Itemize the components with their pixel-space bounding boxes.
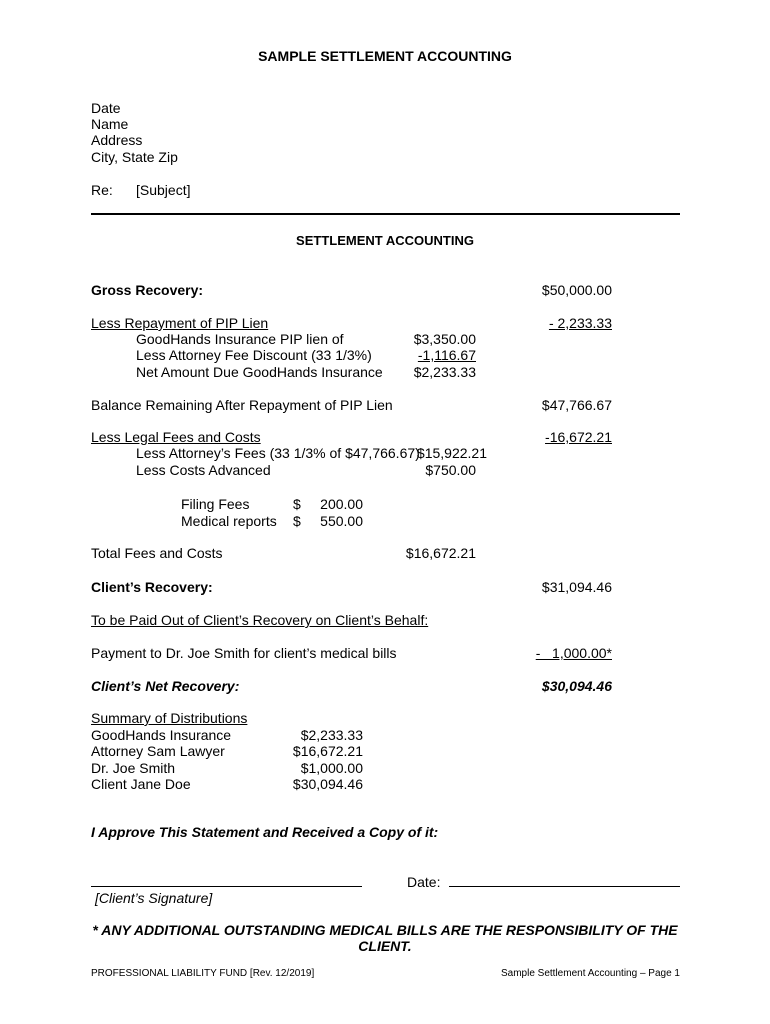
outstanding-bills-notice: * ANY ADDITIONAL OUTSTANDING MEDICAL BILLS ARE THE RESPONSIBILITY OF THE CLIENT. <box>92 922 678 954</box>
client-recovery-label: Client’s Recovery: <box>91 579 213 595</box>
pip-row-amount: $3,350.00 <box>413 331 476 347</box>
cost-item-amount: 550.00 <box>320 513 363 529</box>
payment-amount: - 1,000.00* <box>535 645 612 661</box>
net-recovery-amount: $30,094.46 <box>541 678 612 694</box>
attorney-fees-amount: $15,922.21 <box>416 445 487 461</box>
summary-row-amount: $2,233.33 <box>300 727 363 743</box>
client-recovery-amount: $31,094.46 <box>541 579 612 595</box>
attorney-fees-label: Less Attorney’s Fees (33 1/3% of $47,766.67) <box>136 445 420 461</box>
total-fees-amount: $16,672.21 <box>405 545 476 561</box>
summary-row-amount: $30,094.46 <box>292 776 363 792</box>
summary-row-label: Attorney Sam Lawyer <box>91 743 225 759</box>
fees-total: -16,672.21 <box>545 429 612 445</box>
re-subject: [Subject] <box>136 182 191 198</box>
cost-item-currency: $ <box>293 513 301 529</box>
summary-row-amount: $1,000.00 <box>300 760 363 776</box>
date-line <box>449 886 680 887</box>
balance-amount: $47,766.67 <box>541 397 612 413</box>
balance-label: Balance Remaining After Repayment of PIP Lien <box>91 397 393 413</box>
summary-row-label: Dr. Joe Smith <box>91 760 176 776</box>
footer-left: PROFESSIONAL LIABILITY FUND [Rev. 12/2019] <box>91 968 315 979</box>
header-divider <box>91 213 680 215</box>
summary-heading: Summary of Distributions <box>91 710 248 726</box>
signature-line <box>91 886 362 887</box>
payment-label: Payment to Dr. Joe Smith for client’s medical bills <box>91 645 397 661</box>
cost-item-label: Filing Fees <box>181 496 250 512</box>
address-city: City, State Zip <box>91 149 178 165</box>
cost-item-currency: $ <box>293 496 301 512</box>
pip-row-label: GoodHands Insurance PIP lien of <box>136 331 344 347</box>
approval-statement: I Approve This Statement and Received a Copy of it: <box>91 824 439 840</box>
pip-heading: Less Repayment of PIP Lien <box>91 315 269 331</box>
paid-out-heading: To be Paid Out of Client’s Recovery on Client’s Behalf: <box>91 612 429 628</box>
address-street: Address <box>91 132 143 148</box>
pip-row-label: Net Amount Due GoodHands Insurance <box>136 364 383 380</box>
summary-row-label: GoodHands Insurance <box>91 727 232 743</box>
address-date: Date <box>91 100 121 116</box>
summary-row-amount: $16,672.21 <box>292 743 363 759</box>
page-title: SAMPLE SETTLEMENT ACCOUNTING <box>258 48 512 64</box>
fees-heading: Less Legal Fees and Costs <box>91 429 261 445</box>
date-label: Date: <box>407 874 441 890</box>
re-label: Re: <box>91 182 113 198</box>
pip-row-amount: -1,116.67 <box>417 347 476 363</box>
cost-item-label: Medical reports <box>181 513 277 529</box>
pip-total: - 2,233.33 <box>548 315 612 331</box>
footer-right: Sample Settlement Accounting – Page 1 <box>500 968 680 979</box>
signature-label: [Client’s Signature] <box>95 890 213 906</box>
summary-row-label: Client Jane Doe <box>91 776 191 792</box>
gross-recovery-label: Gross Recovery: <box>91 282 204 298</box>
cost-item-amount: 200.00 <box>320 496 363 512</box>
costs-advanced-label: Less Costs Advanced <box>136 462 271 478</box>
address-name: Name <box>91 116 129 132</box>
gross-recovery-amount: $50,000.00 <box>541 282 612 298</box>
total-fees-label: Total Fees and Costs <box>91 545 223 561</box>
net-recovery-label: Client’s Net Recovery: <box>91 678 240 694</box>
pip-row-amount: $2,233.33 <box>413 364 476 380</box>
section-title: SETTLEMENT ACCOUNTING <box>296 233 474 248</box>
pip-row-label: Less Attorney Fee Discount (33 1/3%) <box>136 347 372 363</box>
costs-advanced-amount: $750.00 <box>425 462 476 478</box>
